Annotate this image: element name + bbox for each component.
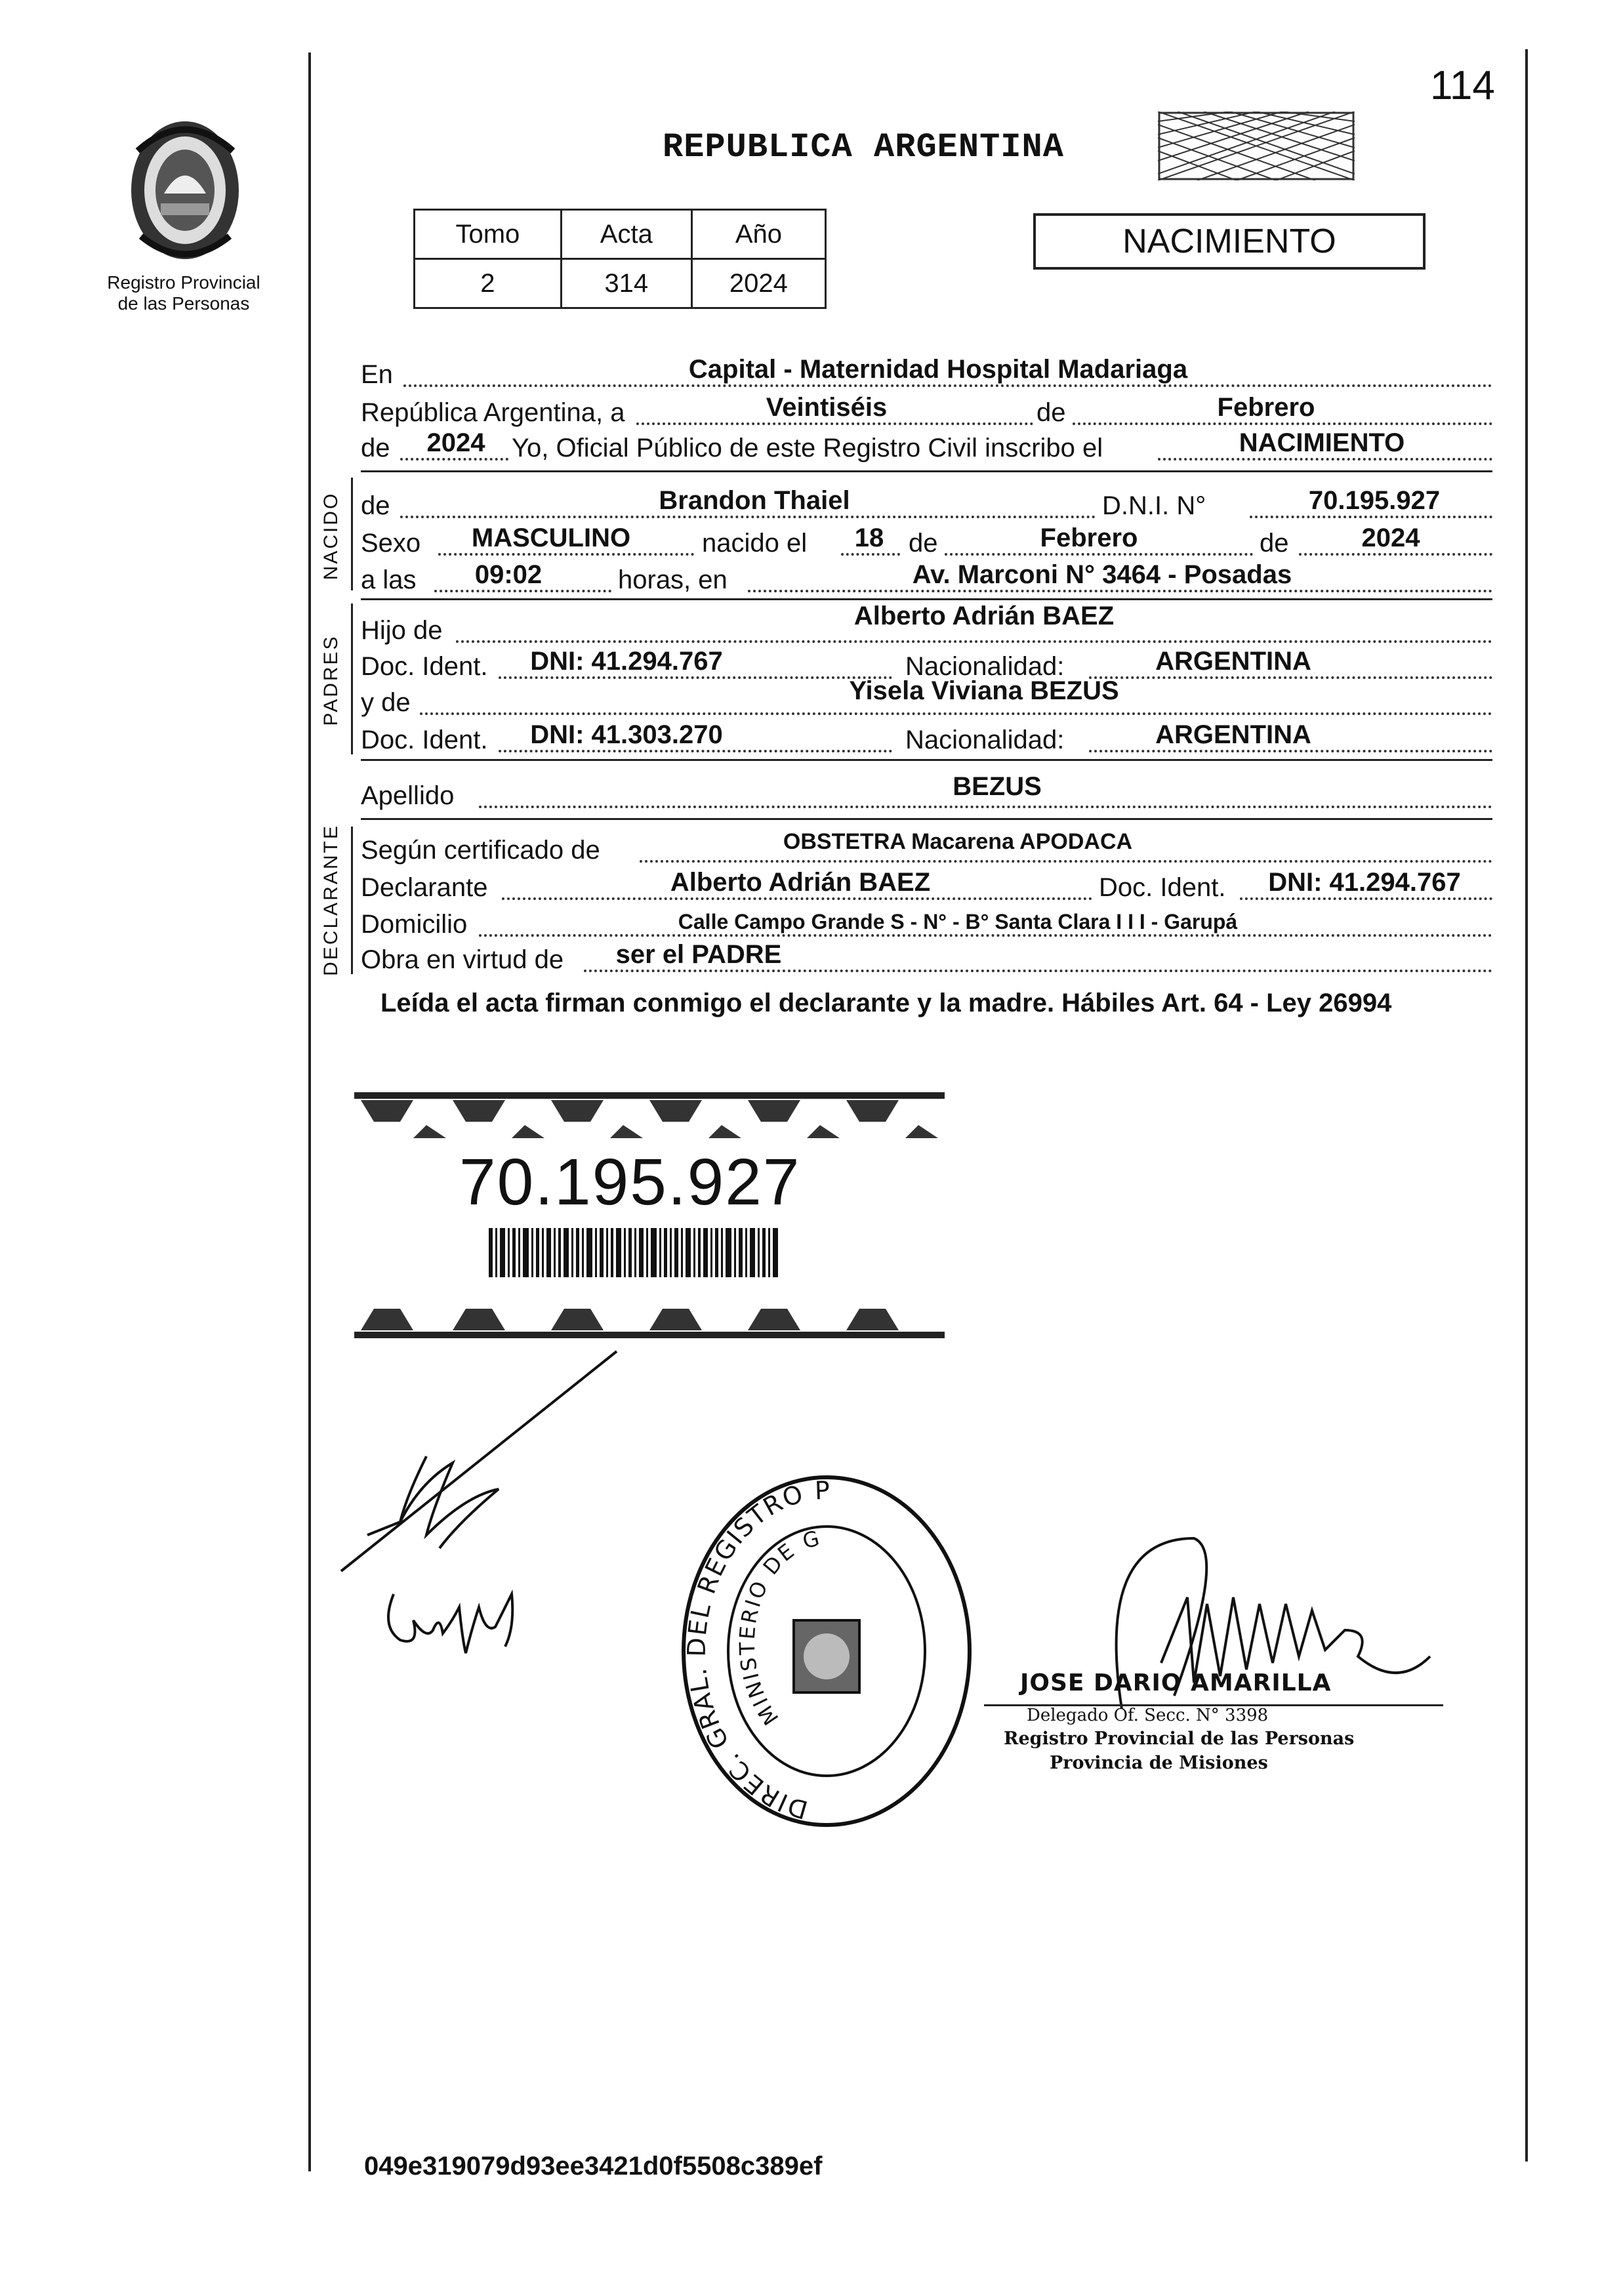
- declarant-signature: [328, 1338, 643, 1588]
- label-doc-ident: Doc. Ident.: [361, 726, 488, 754]
- label-doc-ident: Doc. Ident.: [1099, 873, 1226, 902]
- value-lugar: Capital - Maternidad Hospital Madariaga: [688, 355, 1188, 384]
- label-de: de: [909, 529, 938, 558]
- document-hash: 049e319079d93ee3421d0f5508c389ef: [364, 2152, 823, 2181]
- section-bracket-declarante: [351, 827, 353, 974]
- dotted-line: [403, 384, 1492, 387]
- official-stamp: [679, 1473, 974, 1830]
- logo-caption-line1: Registro Provincial: [107, 272, 260, 293]
- value-obra-virtud: ser el PADRE: [615, 940, 782, 969]
- label-en: En: [361, 360, 393, 389]
- row-hijo-de: [361, 602, 1492, 649]
- row-obra-virtud: [361, 939, 1492, 979]
- value-nacionalidad-madre: ARGENTINA: [1155, 720, 1311, 749]
- value-dni: 70.195.927: [1308, 486, 1441, 515]
- value-doc-padre: DNI: 41.294.767: [530, 647, 723, 676]
- section-label-nacido: NACIDO: [320, 491, 342, 581]
- seal-icon: [115, 112, 256, 266]
- registry-header-anio: Año: [691, 210, 825, 259]
- closing-statement: Leída el acta firman conmigo el declarante y la madre. Hábiles Art. 64 - Ley 26994: [380, 989, 1392, 1017]
- label-y-de: y de: [361, 688, 411, 717]
- value-hora: 09:02: [474, 560, 543, 589]
- registry-value-anio: 2024: [691, 259, 825, 308]
- right-border-line: [1525, 49, 1528, 2162]
- value-mes-nacimiento: Febrero: [1040, 523, 1138, 552]
- security-hologram: [1158, 112, 1355, 180]
- section-bracket-nacido: [351, 478, 353, 590]
- stamp-inner-text: MINISTERIO DE G: [734, 1525, 824, 1730]
- value-declarante: Alberto Adrián BAEZ: [670, 868, 931, 897]
- row-fecha-inscripcion: [361, 392, 1492, 432]
- value-apellido: BEZUS: [953, 772, 1042, 801]
- value-lugar-nacimiento: Av. Marconi N° 3464 - Posadas: [912, 560, 1292, 589]
- registry-table: [413, 209, 827, 309]
- dotted-line: [1073, 422, 1492, 425]
- row-declarante: [361, 867, 1492, 907]
- value-tipo-inscripcion: NACIMIENTO: [1239, 428, 1405, 457]
- dotted-line: [584, 970, 1492, 972]
- label-domicilio: Domicilio: [361, 910, 468, 939]
- label-dni: D.N.I. N°: [1102, 491, 1206, 520]
- label-apellido: Apellido: [361, 781, 455, 810]
- label-a-las: a las: [361, 565, 417, 594]
- label-nacido-el: nacido el: [702, 529, 808, 558]
- left-border-line: [308, 52, 311, 2171]
- page-number: 114: [1430, 63, 1495, 108]
- official-organization: Registro Provincial de las Personas: [1004, 1729, 1355, 1749]
- dotted-line: [400, 516, 1096, 518]
- label-nacionalidad: Nacionalidad:: [905, 652, 1065, 681]
- logo-caption: [85, 272, 282, 314]
- section-label-padres: PADRES: [320, 634, 342, 726]
- label-horas-en: horas, en: [618, 565, 728, 594]
- value-sexo: MASCULINO: [471, 523, 631, 552]
- document-title: REPUBLICA ARGENTINA: [663, 128, 1064, 167]
- divider: [361, 470, 1492, 472]
- label-declarante: Declarante: [361, 873, 488, 902]
- row-hora-lugar-nacimiento: [361, 560, 1492, 599]
- mother-signature: [380, 1568, 538, 1660]
- value-padre: Alberto Adrián BAEZ: [853, 602, 1115, 630]
- official-role: Delegado Of. Secc. N° 3398: [1027, 1706, 1269, 1725]
- document-type-label: NACIMIENTO: [1122, 222, 1336, 260]
- dotted-line: [400, 458, 508, 461]
- dotted-line: [502, 897, 1092, 900]
- divider: [361, 818, 1492, 820]
- value-certificado: OBSTETRA Macarena APODACA: [783, 829, 1133, 854]
- dotted-line: [1158, 458, 1492, 461]
- row-lugar: [361, 354, 1492, 394]
- label-republica: República Argentina, a: [361, 398, 625, 427]
- label-nacionalidad: Nacionalidad:: [905, 726, 1065, 754]
- label-hijo-de: Hijo de: [361, 616, 443, 645]
- divider: [361, 759, 1492, 761]
- document-type-box: [1033, 213, 1426, 270]
- dotted-line: [1240, 897, 1492, 900]
- barcode: [489, 1228, 781, 1277]
- barcode-pattern-top: [354, 1092, 945, 1138]
- province-seal-logo: [115, 112, 256, 266]
- dotted-line: [1089, 750, 1492, 752]
- row-nombre: [361, 485, 1492, 525]
- value-nombre: Brandon Thaiel: [659, 486, 850, 515]
- stamp-outer-text: DIREC. GRAL. DEL REGISTRO P: [682, 1475, 832, 1825]
- dotted-line: [1299, 553, 1492, 556]
- row-inscribe: [361, 428, 1492, 467]
- registry-value-tomo: 2: [415, 259, 562, 308]
- dotted-line: [748, 590, 1492, 592]
- row-domicilio: [361, 904, 1492, 943]
- value-mes-inscripcion: Febrero: [1217, 393, 1315, 422]
- row-y-de: [361, 676, 1492, 722]
- registry-header-acta: Acta: [561, 210, 691, 259]
- registry-value-acta: 314: [561, 259, 691, 308]
- barcode-pattern-bottom: [354, 1299, 945, 1338]
- value-anio-inscripcion: 2024: [426, 428, 485, 457]
- dotted-line: [479, 806, 1492, 808]
- value-anio-nacimiento: 2024: [1361, 523, 1420, 552]
- dotted-line: [499, 750, 892, 752]
- dotted-line: [420, 712, 1492, 715]
- divider: [361, 598, 1492, 600]
- value-doc-madre: DNI: 41.303.270: [530, 720, 723, 749]
- dotted-line: [640, 860, 1492, 863]
- row-doc-madre: [361, 720, 1492, 759]
- dotted-line: [434, 590, 611, 592]
- official-name: JOSE DARIO AMARILLA: [1020, 1670, 1332, 1696]
- barcode-number: 70.195.927: [459, 1145, 801, 1219]
- row-certificado: [361, 830, 1492, 869]
- dotted-line: [636, 422, 1033, 425]
- dotted-line: [841, 553, 900, 556]
- label-doc-ident: Doc. Ident.: [361, 652, 488, 681]
- label-oficial: Yo, Oficial Público de este Registro Civil inscribo el: [512, 434, 1103, 462]
- value-dia-nacimiento: 18: [854, 523, 884, 552]
- value-doc-declarante: DNI: 41.294.767: [1268, 868, 1461, 897]
- label-obra-virtud: Obra en virtud de: [361, 945, 564, 974]
- official-province: Provincia de Misiones: [1050, 1753, 1268, 1773]
- section-bracket-padres: [351, 604, 353, 754]
- dotted-line: [438, 553, 694, 556]
- label-de: de: [361, 434, 390, 462]
- value-nacionalidad-padre: ARGENTINA: [1155, 647, 1311, 676]
- dotted-line: [479, 934, 1492, 937]
- dotted-line: [1250, 516, 1492, 518]
- row-apellido: [361, 772, 1492, 815]
- registry-header-tomo: Tomo: [415, 210, 562, 259]
- value-madre: Yisela Viviana BEZUS: [849, 676, 1119, 705]
- label-de: de: [1036, 398, 1066, 427]
- value-domicilio: Calle Campo Grande S - N° - B° Santa Clara I I I - Garupá: [678, 910, 1238, 933]
- label-de: de: [361, 491, 390, 520]
- dotted-line: [456, 640, 1492, 643]
- row-sexo-fecha-nacimiento: [361, 523, 1492, 562]
- section-label-declarante: DECLARANTE: [320, 824, 342, 976]
- label-sexo: Sexo: [361, 529, 421, 558]
- dotted-line: [945, 553, 1253, 556]
- value-dia-inscripcion: Veintiséis: [766, 393, 888, 422]
- logo-caption-line2: de las Personas: [117, 293, 250, 314]
- label-de: de: [1260, 529, 1289, 558]
- label-segun-certificado: Según certificado de: [361, 836, 600, 865]
